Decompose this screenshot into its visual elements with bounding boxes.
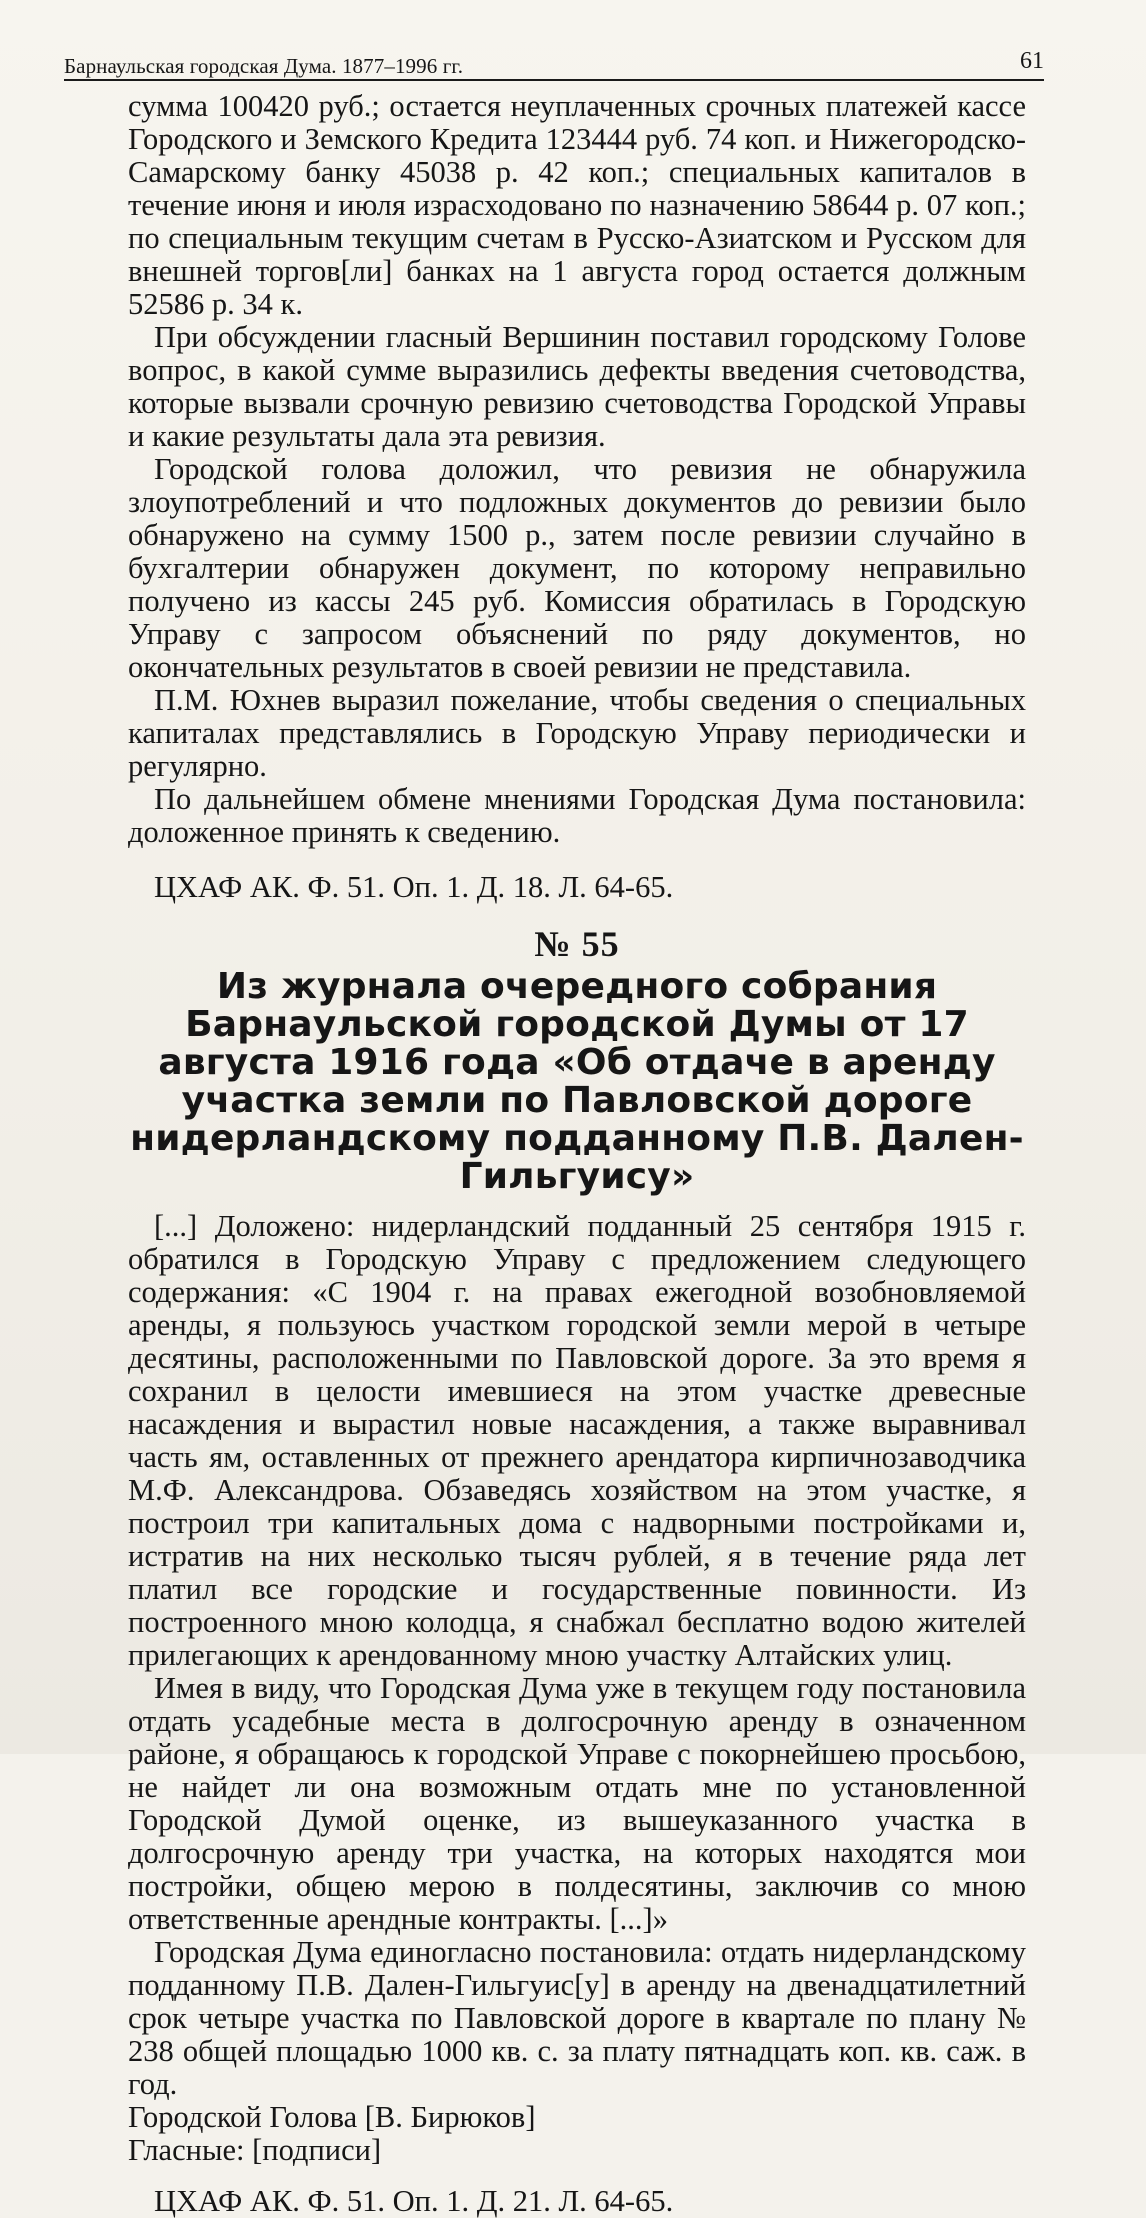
archive-reference: ЦХАФ АК. Ф. 51. Оп. 1. Д. 21. Л. 64-65. [154, 2184, 674, 2218]
paragraph: Городской голова доложил, что ревизия не обнаружила злоупотреблений и что подложных документов до ревизии было обнаружено на сумму 1500 р., затем после ревизии случайно в бухгалтерии обнаружен документ, по которому неправильно получено из кассы 245 руб. Комиссия обратилась в Городскую Управу с запросом объяснений по ряду документов, но окончательных результатов в своей ревизии не представила. [128, 452, 1026, 684]
paragraph: [...] Доложено: нидерландский подданный 25 сентября 1915 г. обратился в Городскую Управу с предложением следующего содержания: «С 1904 г. на правах ежегодной возобновляемой аренды, я пользуюсь участком городской земли мерой в четыре десятины, расположенными по Павловской дороге. За это время я сохранил в целости имевшиеся на этом участке древесные насаждения и вырастил новые насаждения, а также выравнивал часть ям, оставленных от прежнего арендатора кирпичнозаводчика М.Ф. Александрова. Обзаведясь хозяйством на этом участке, я построил три капитальных дома с надворными постройками и, истратив на них несколько тысяч рублей, я в течение ряда лет платил все городские и государственные повинности. Из построенного мною колодца, я снабжал бесплатно водою жителей прилегающих к арендованному мною участку Алтайских улиц. [128, 1209, 1026, 1672]
page-content [128, 90, 1026, 2218]
running-title: Барнаульская городская Дума. 1877–1996 гг. [64, 54, 464, 78]
paragraph: Городская Дума единогласно постановила: отдать нидерландскому подданному П.В. Дален-Гильгуис[у] в аренду на двенадцатилетний срок четыре участка по Павловской дороге в квартале по плану № 238 общей площадью 1000 кв. с. за плату пятнадцать коп. кв. саж. в год. [128, 1935, 1026, 2101]
document-number: № 55 [534, 924, 620, 964]
header-rule [64, 79, 1044, 81]
paragraph: По дальнейшем обмене мнениями Городская Дума постановила: доложенное принять к сведению. [128, 782, 1026, 849]
page-header [64, 48, 1044, 84]
paragraph: При обсуждении гласный Вершинин поставил городскому Голове вопрос, в какой сумме выразились дефекты введения счетоводства, которые вызвали срочную ревизию счетоводства Городской Управы и какие результаты дала эта ревизия. [128, 320, 1026, 453]
paragraph: П.М. Юхнев выразил пожелание, чтобы сведения о специальных капиталах представлялись в Городскую Управу периодически и регулярно. [128, 683, 1026, 783]
signature-mayor: Городской Голова [В. Бирюков] [128, 2100, 536, 2134]
paragraph: Имея в виду, что Городская Дума уже в текущем году постановила отдать усадебные места в долгосрочную аренду в означенном районе, я обращаюсь к городской Управе с покорнейшею просьбою, не найдет ли она возможным отдать мне по установленной Городской Думой оценке, из вышеуказанного участка в долгосрочную аренду три участка, на которых находятся мои постройки, общею мерою в полдесятины, заключив со мною ответственные арендные контракты. [...]» [128, 1671, 1026, 1936]
page-number: 61 [1020, 48, 1044, 74]
archive-reference: ЦХАФ АК. Ф. 51. Оп. 1. Д. 18. Л. 64-65. [154, 870, 674, 904]
signature-councillors: Гласные: [подписи] [128, 2133, 382, 2167]
spacer [128, 1196, 1026, 1210]
paragraph-continued: сумма 100420 руб.; остается неуплаченных срочных платежей кассе Городского и Земского Кредита 123444 руб. 74 коп. и Нижегородско-Самарскому банку 45038 р. 42 коп.; специальных капиталов в течение июня и июля израсходовано по назначению 58644 р. 07 коп.; по специальным текущим счетам в Русско-Азиатском и Русском для внешней торгов[ли] банках на 1 августа город остается должным 52586 р. 34 к. [128, 89, 1026, 321]
document-title: Из журнала очередного собрания Барнаульской городской Думы от 17 августа 1916 года «Об отдаче в аренду участка земли по Павловской дороге нидерландскому подданному П.В. Дален-Гильгуису» [130, 966, 1024, 1197]
